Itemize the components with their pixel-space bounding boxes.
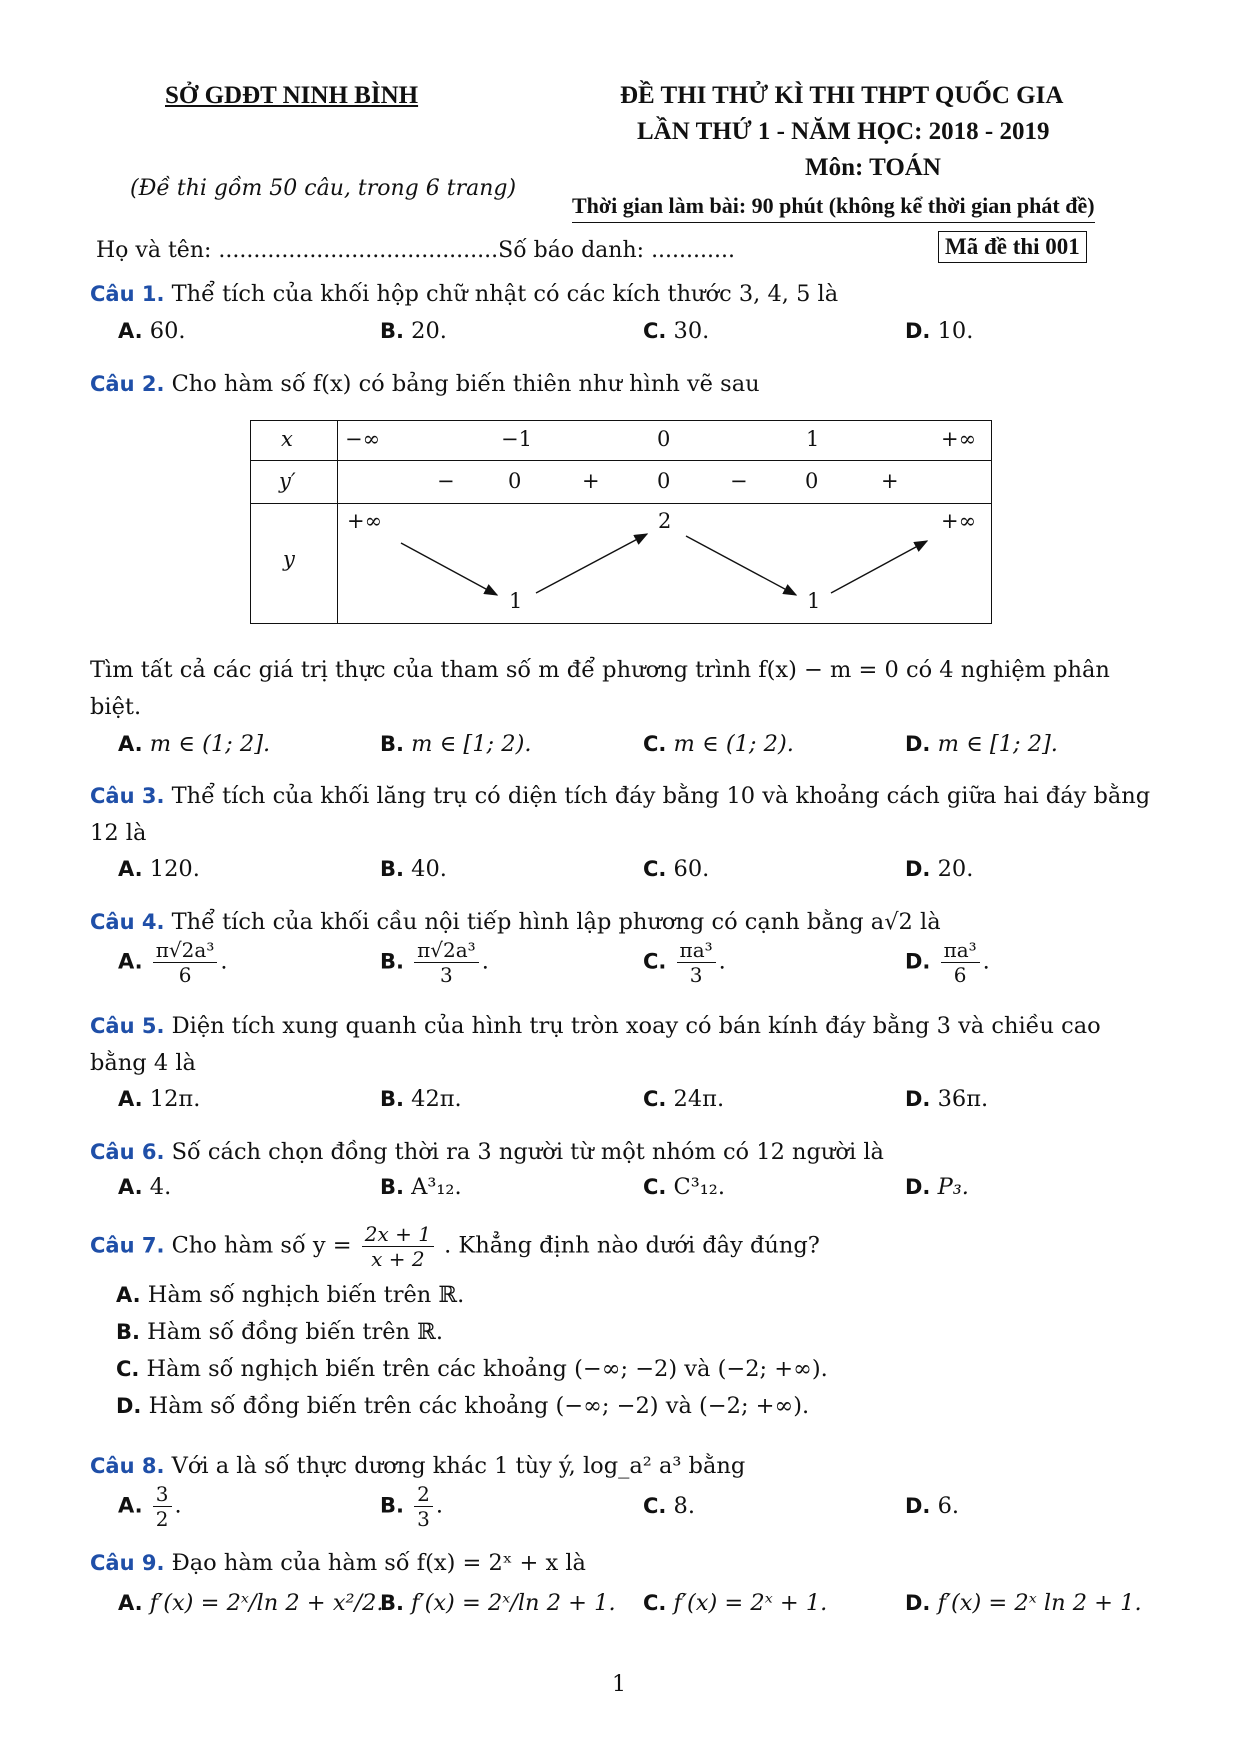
sbd-label: Số báo danh:	[498, 238, 645, 263]
question-label: Câu 7.	[90, 1233, 165, 1258]
question-label: Câu 6.	[90, 1140, 165, 1164]
x-value: −1	[501, 427, 532, 451]
question-5	[90, 1008, 1155, 1082]
option-b: B. A³₁₂.	[380, 1174, 462, 1200]
question-label: Câu 5.	[90, 1014, 165, 1038]
option-a: A. 4.	[118, 1174, 172, 1200]
option-d: D. Hàm số đồng biến trên các khoảng (−∞; −2) và (−2; +∞).	[116, 1393, 810, 1419]
option-c: C. m ∈ (1; 2).	[643, 731, 794, 757]
question-label: Câu 9.	[90, 1551, 165, 1575]
option-c: C. 60.	[643, 856, 710, 882]
department-name: SỞ GDĐT NINH BÌNH	[165, 82, 419, 109]
question-text: Cho hàm số y =	[171, 1232, 352, 1259]
exam-title: ĐỀ THI THỬ KÌ THI THPT QUỐC GIA	[620, 82, 1064, 109]
option-d: D. 36π.	[905, 1086, 989, 1112]
sign: 0	[657, 469, 671, 493]
name-label: Họ và tên:	[96, 238, 212, 263]
option-b: B. 42π.	[380, 1086, 462, 1112]
option-a: A. m ∈ (1; 2].	[118, 731, 271, 757]
sign: −	[437, 469, 455, 493]
question-text: Với a là số thực dương khác 1 tùy ý, log_a² a³ bằng	[171, 1453, 746, 1479]
decreasing-arrow	[686, 536, 796, 595]
name-dots: ........................................	[218, 238, 499, 263]
option-c: C. $\frac{\text{πa³}}{3}$ .	[643, 938, 726, 987]
exam-subject: Môn: TOÁN	[805, 154, 941, 181]
option-c: C. Hàm số nghịch biến trên các khoảng (−∞; −2) và (−2; +∞).	[116, 1356, 828, 1382]
x-value: +∞	[941, 427, 977, 451]
sign: 0	[508, 469, 522, 493]
option-b: B. m ∈ [1; 2).	[380, 731, 532, 757]
question-text: Thể tích của khối hộp chữ nhật có các kích thước 3, 4, 5 là	[171, 281, 839, 307]
y-value: 1	[807, 589, 821, 613]
option-b: B. $\frac{2}{3}$ .	[380, 1482, 444, 1531]
question-label: Câu 1.	[90, 282, 165, 306]
increasing-arrow	[831, 541, 927, 593]
variation-arrows	[251, 421, 991, 623]
option-a: A. 60.	[118, 318, 186, 344]
variation-table	[250, 420, 992, 624]
option-a: A. $\frac{3}{2}$ .	[118, 1482, 182, 1531]
option-c: C. C³₁₂.	[643, 1174, 725, 1200]
question-2-followup: Tìm tất cả các giá trị thực của tham số m để phương trình f(x) − m = 0 có 4 nghiệm phân biệt.	[90, 657, 1110, 720]
option-a: A. f′(x) = 2ˣ/ln 2 + x²/2.	[118, 1590, 384, 1616]
row-label-x: x	[281, 427, 293, 451]
increasing-arrow	[536, 534, 647, 593]
option-c: C. 30.	[643, 318, 710, 344]
option-b: B. $\frac{\text{π√2a³}}{3}$ .	[380, 938, 489, 987]
option-b: B. 20.	[380, 318, 447, 344]
question-7: Câu 7. Cho hàm số y = $\frac{2x + 1}{x + 2}$ . Khẳng định nào dưới đây đúng?	[90, 1222, 820, 1271]
y-value: 2	[658, 509, 672, 533]
exam-note: (Đề thi gồm 50 câu, trong 6 trang)	[130, 176, 517, 201]
question-text: Thể tích của khối lăng trụ có diện tích đáy bằng 10 và khoảng cách giữa hai đáy bằng 12 là	[90, 783, 1151, 846]
candidate-line	[96, 238, 735, 263]
exam-code-box: Mã đề thi 001	[938, 231, 1087, 263]
question-9	[90, 1545, 1155, 1582]
option-a: A. $\frac{\text{π√2a³}}{6}$ .	[118, 938, 228, 987]
option-d: D. 20.	[905, 856, 974, 882]
option-c: C. 24π.	[643, 1086, 725, 1112]
question-2	[90, 366, 1155, 403]
question-label: Câu 2.	[90, 372, 165, 396]
question-4	[90, 904, 1155, 941]
sign: 0	[805, 469, 819, 493]
question-label: Câu 8.	[90, 1454, 165, 1478]
row-label-y: y	[283, 547, 295, 571]
question-label: Câu 4.	[90, 910, 165, 934]
option-c: C. 8.	[643, 1493, 696, 1519]
x-value: 1	[806, 427, 820, 451]
question-text: Cho hàm số f(x) có bảng biến thiên như hình vẽ sau	[171, 371, 760, 397]
question-text: Thể tích của khối cầu nội tiếp hình lập phương có cạnh bằng a√2 là	[171, 909, 941, 935]
option-d: D. f′(x) = 2ˣ ln 2 + 1.	[905, 1590, 1142, 1616]
x-value: 0	[657, 427, 671, 451]
option-d: D. m ∈ [1; 2].	[905, 731, 1058, 757]
row-label-yprime: y′	[279, 469, 296, 493]
question-text: Đạo hàm của hàm số f(x) = 2ˣ + x là	[171, 1550, 586, 1576]
option-b: B. 40.	[380, 856, 447, 882]
question-label: Câu 3.	[90, 784, 165, 808]
question-text: Diện tích xung quanh của hình trụ tròn xoay có bán kính đáy bằng 3 và chiều cao bằng 4 là	[90, 1013, 1101, 1076]
option-b: B. Hàm số đồng biến trên ℝ.	[116, 1319, 444, 1345]
x-value: −∞	[345, 427, 381, 451]
y-value: +∞	[347, 509, 383, 533]
question-8	[90, 1448, 1155, 1485]
question-3	[90, 778, 1155, 852]
sign: +	[881, 469, 899, 493]
decreasing-arrow	[401, 543, 497, 595]
page-number: 1	[612, 1672, 626, 1697]
sign: +	[582, 469, 600, 493]
exam-round: LẦN THỨ 1 - NĂM HỌC: 2018 - 2019	[637, 118, 1050, 145]
option-d: D. 10.	[905, 318, 974, 344]
option-b: B. f′(x) = 2ˣ/ln 2 + 1.	[380, 1590, 616, 1616]
option-a: A. 120.	[118, 856, 200, 882]
exam-time: Thời gian làm bài: 90 phút (không kể thời gian phát đề)	[572, 193, 1095, 223]
question-6	[90, 1134, 1155, 1171]
option-d: D. 6.	[905, 1493, 960, 1519]
option-d: D. $\frac{\text{πa³}}{6}$ .	[905, 938, 990, 987]
option-d: D. P₃.	[905, 1174, 969, 1200]
option-a: A. Hàm số nghịch biến trên ℝ.	[116, 1282, 465, 1308]
y-value: +∞	[941, 509, 977, 533]
option-c: C. f′(x) = 2ˣ + 1.	[643, 1590, 828, 1616]
y-value: 1	[509, 589, 523, 613]
question-text: Số cách chọn đồng thời ra 3 người từ một nhóm có 12 người là	[171, 1139, 884, 1165]
option-a: A. 12π.	[118, 1086, 201, 1112]
sbd-dots: ............	[651, 238, 735, 263]
sign: −	[730, 469, 748, 493]
question-1	[90, 276, 1155, 313]
